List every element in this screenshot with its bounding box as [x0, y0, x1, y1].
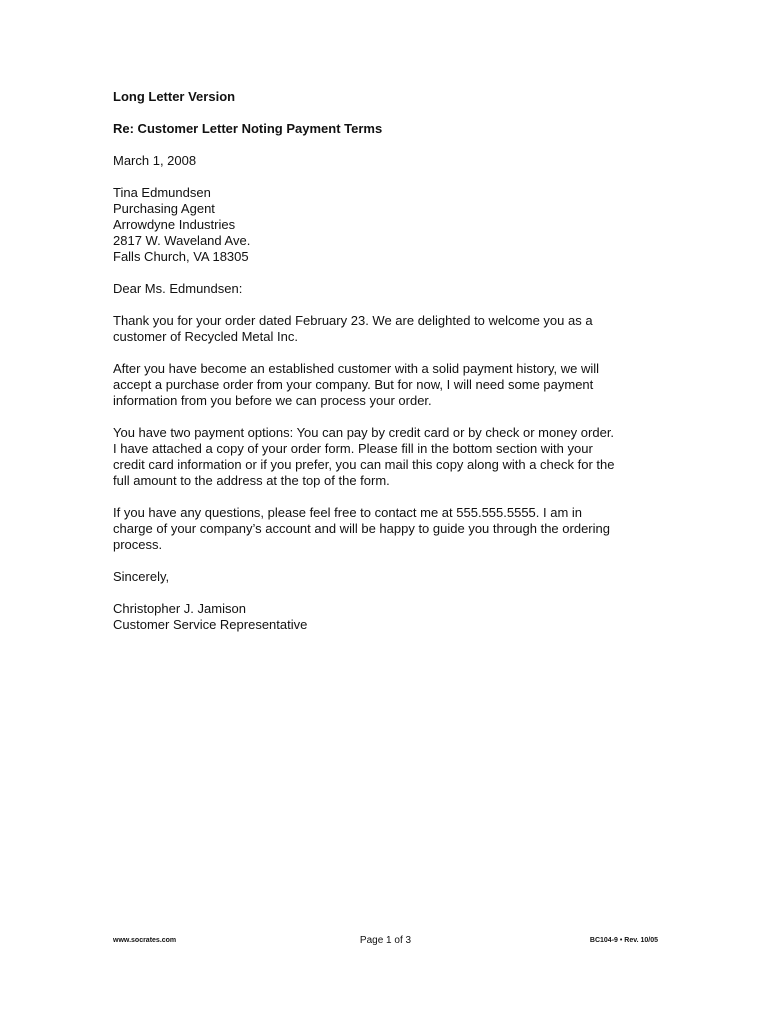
paragraph-line: Thank you for your order dated February 23. We are delighted to welcome you as a [113, 313, 593, 328]
footer-website: www.socrates.com [113, 937, 177, 944]
paragraph-line: I have attached a copy of your order form. Please fill in the bottom section with your [113, 441, 593, 456]
signer-title: Customer Service Representative [113, 617, 308, 632]
paragraph-line: If you have any questions, please feel free to contact me at 555.555.5555. I am in [113, 505, 583, 520]
paragraph-line: information from you before we can process your order. [113, 393, 432, 408]
recipient-name: Tina Edmundsen [113, 185, 211, 200]
paragraph-line: process. [113, 537, 163, 552]
paragraph-line: charge of your company’s account and will be happy to guide you through the ordering [113, 521, 610, 536]
recipient-company: Arrowdyne Industries [113, 217, 236, 232]
paragraph-1 [113, 313, 673, 345]
paragraph-line: After you have become an established customer with a solid payment history, we will [113, 361, 600, 376]
footer-page-number: Page 1 of 3 [359, 935, 412, 946]
paragraph-line: credit card information or if you prefer, you can mail this copy along with a check for the [113, 457, 615, 472]
paragraph-3 [113, 425, 673, 489]
version-title: Long Letter Version [113, 89, 236, 104]
paragraph-4 [113, 505, 673, 553]
recipient-street: 2817 W. Waveland Ave. [113, 233, 251, 248]
paragraph-line: customer of Recycled Metal Inc. [113, 329, 298, 344]
paragraph-line: You have two payment options: You can pay by credit card or by check or money order. [113, 425, 615, 440]
paragraph-line: full amount to the address at the top of the form. [113, 473, 390, 488]
signature-block [113, 601, 673, 633]
signer-name: Christopher J. Jamison [113, 601, 246, 616]
paragraph-line: accept a purchase order from your company. But for now, I will need some payment [113, 377, 594, 392]
closing: Sincerely, [113, 569, 170, 584]
recipient-city-state-zip: Falls Church, VA 18305 [113, 249, 249, 264]
footer-doc-code: BC104-9 • Rev. 10/05 [589, 937, 658, 944]
page-footer [113, 937, 658, 949]
salutation: Dear Ms. Edmundsen: [113, 281, 243, 296]
recipient-address [113, 185, 673, 265]
recipient-title: Purchasing Agent [113, 201, 215, 216]
subject-line: Re: Customer Letter Noting Payment Terms [113, 121, 383, 136]
letter-body [113, 89, 673, 649]
paragraph-2 [113, 361, 673, 409]
letter-date: March 1, 2008 [113, 153, 197, 168]
